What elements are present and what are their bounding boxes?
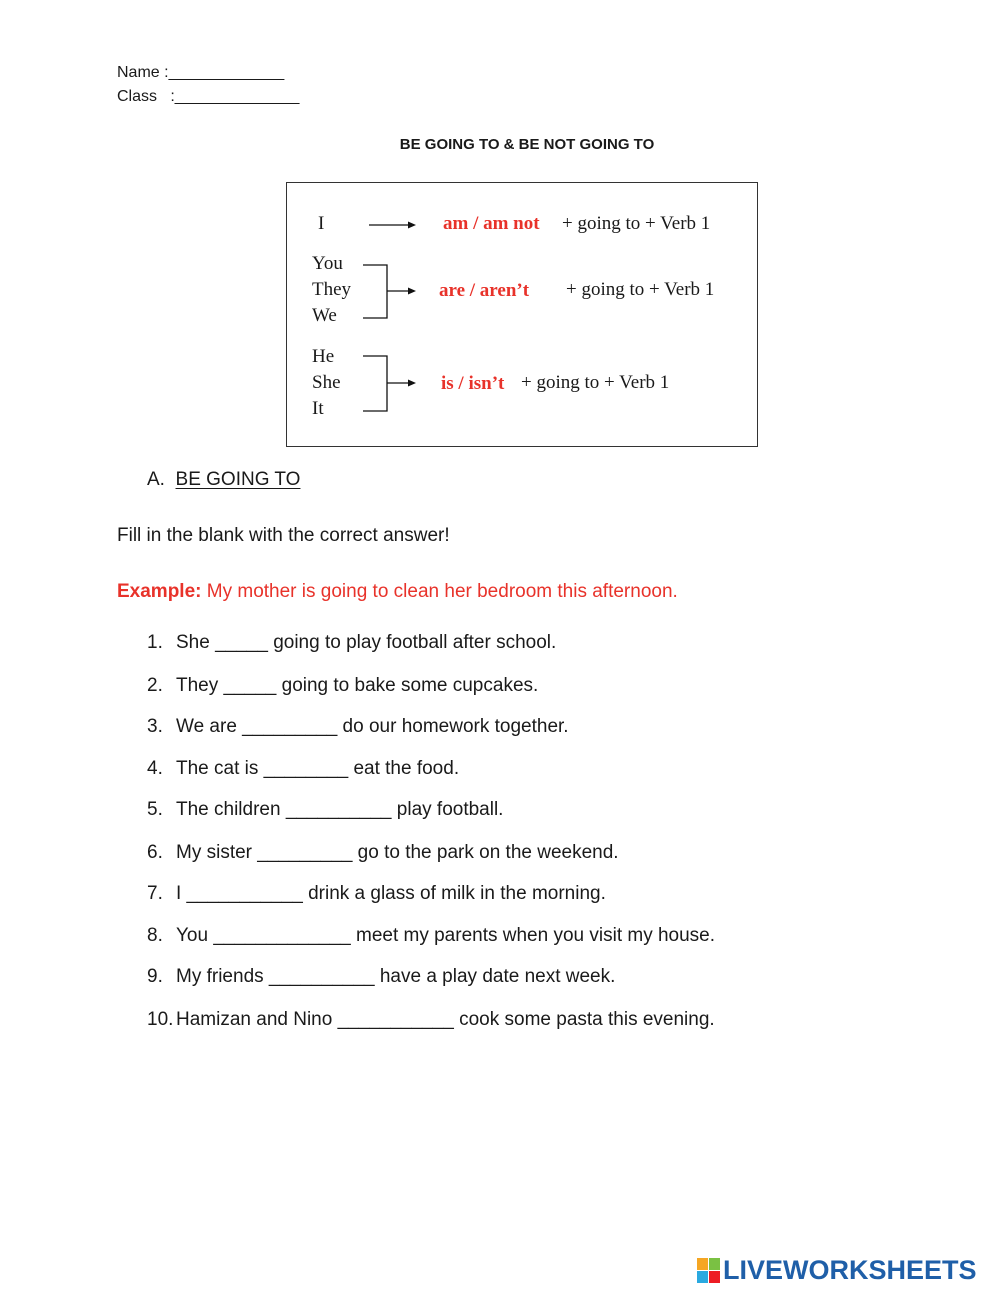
logo-mark-tile [709, 1271, 720, 1283]
exercise-item-3 [147, 716, 569, 738]
rule-rest-3: + going to + Verb 1 [521, 372, 670, 393]
arrow-head-3 [408, 380, 416, 387]
item-number: 6. [147, 842, 163, 863]
subject-it: It [312, 398, 324, 419]
arrow-head-1 [408, 222, 416, 229]
item-text: They _____ going to bake some cupcakes. [176, 675, 539, 696]
exercise-item-5 [147, 799, 503, 821]
instruction-text: Fill in the blank with the correct answer! [117, 525, 450, 546]
verb-form-are: are / aren’t [439, 280, 530, 301]
item-text: The children __________ play football. [176, 799, 504, 820]
item-number: 9. [147, 966, 163, 987]
logo-text: LIVEWORKSHEETS [723, 1254, 977, 1285]
grammar-box [286, 182, 758, 447]
example-label: Example: [117, 581, 202, 602]
item-number: 2. [147, 675, 163, 696]
subject-i: I [318, 213, 325, 234]
worksheet-title: BE GOING TO & BE NOT GOING TO [399, 136, 655, 153]
section-label: BE GOING TO [175, 469, 301, 490]
subject-they: They [312, 279, 352, 300]
item-number: 7. [147, 883, 163, 904]
example-text: My mother is going to clean her bedroom this afternoon. [201, 581, 678, 602]
item-number: 10. [147, 1009, 174, 1030]
exercise-item-4 [147, 758, 459, 780]
item-number: 8. [147, 925, 163, 946]
name-field-line: Name :_____________ [117, 64, 285, 81]
logo-mark-tile [697, 1271, 708, 1283]
item-text: My sister _________ go to the park on the weekend. [176, 842, 619, 863]
subject-he: He [312, 346, 335, 367]
exercise-item-9 [147, 966, 615, 988]
item-number: 3. [147, 716, 163, 737]
liveworksheets-logo [697, 1255, 977, 1285]
item-text: I ___________ drink a glass of milk in the morning. [176, 883, 606, 904]
item-number: 4. [147, 758, 163, 779]
verb-form-is: is / isn’t [441, 373, 505, 394]
item-number: 1. [147, 632, 163, 653]
item-text: Hamizan and Nino ___________ cook some pasta this evening. [176, 1009, 715, 1030]
bracket-2 [363, 265, 387, 318]
subject-you: You [312, 253, 343, 274]
class-field-line: Class :______________ [117, 88, 300, 105]
exercise-item-10 [147, 1009, 715, 1031]
exercise-item-7 [147, 883, 606, 905]
bracket-3 [363, 356, 387, 411]
logo-mark-icon [697, 1258, 720, 1283]
item-text: My friends __________ have a play date next week. [176, 966, 616, 987]
verb-form-am: am / am not [443, 213, 540, 234]
section-heading [147, 469, 300, 491]
rule-rest-2: + going to + Verb 1 [566, 279, 715, 300]
arrow-head-2 [408, 288, 416, 295]
subject-she: She [312, 372, 341, 393]
exercise-item-2 [147, 675, 538, 697]
item-number: 5. [147, 799, 163, 820]
exercise-item-6 [147, 842, 619, 864]
exercise-item-8 [147, 925, 715, 947]
section-letter: A. [147, 469, 165, 490]
item-text: We are _________ do our homework together. [176, 716, 569, 737]
logo-mark-tile [709, 1258, 720, 1270]
item-text: The cat is ________ eat the food. [176, 758, 460, 779]
item-text: She _____ going to play football after school. [176, 632, 557, 653]
rule-rest-1: + going to + Verb 1 [562, 213, 711, 234]
logo-mark-tile [697, 1258, 708, 1270]
exercise-item-1 [147, 632, 556, 654]
subject-we: We [312, 305, 337, 326]
item-text: You _____________ meet my parents when you visit my house. [176, 925, 716, 946]
example-sentence [117, 581, 678, 603]
